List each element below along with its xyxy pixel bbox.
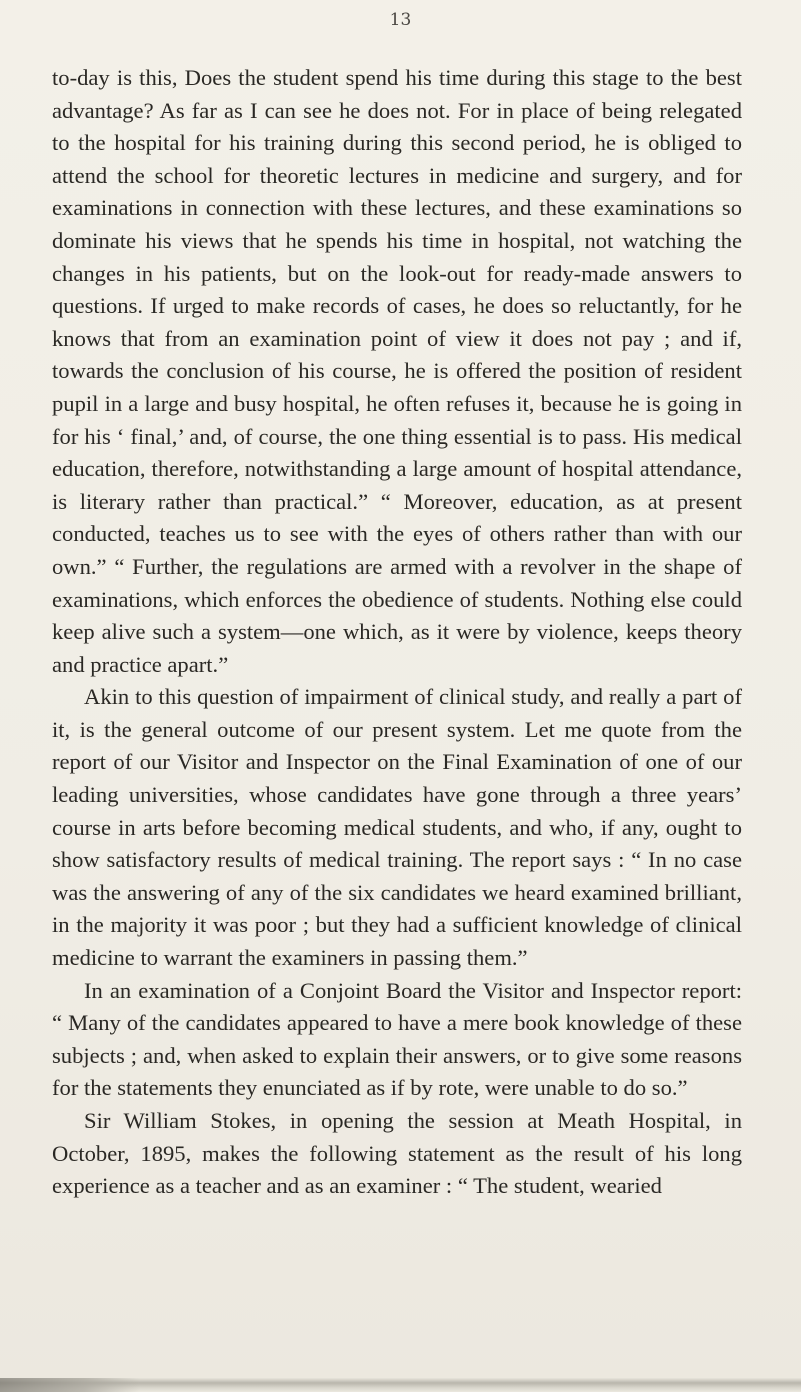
page-number: 13 bbox=[389, 10, 412, 30]
paragraph-4: Sir William Stokes, in opening the session at Meath Hospital, in October, 1895, makes the following statement as the result of his long experience as a teacher and as an examiner : “ The student, wearied bbox=[52, 1108, 742, 1199]
paragraph-3: In an examination of a Conjoint Board the Visitor and Inspector report: “ Many of the candidates appeared to have a mere book knowledge of these subjects ; and, when asked to explain their answers, or to give some reasons for the statements they enunciated as if by rote, were unable to do so.” bbox=[52, 977, 742, 1101]
body-text bbox=[52, 62, 742, 1203]
paragraph-2: Akin to this question of impairment of clinical study, and really a part of it, is the general outcome of our present system. Let me quote from the report of our Visitor and Inspector on the Final Examination of one of our leading universities, whose candidates have gone through a three years’ course in arts before becoming medical students, and who, if any, ought to show satisfactory results of medical training. The report says : “ In no case was the answering of any of the six candidates we heard examined brilliant, in the majority it was poor ; but they had a sufficient knowledge of clinical medicine to warrant the examiners in passing them.” bbox=[52, 684, 742, 971]
page-bottom-shadow bbox=[0, 1378, 140, 1392]
paragraph-1: to-day is this, Does the student spend his time during this stage to the best advantage? As far as I can see he does not. For in place of being relegated to the hospital for his training during this second period, he is obliged to attend the school for theoretic lectures in medicine and surgery, and for examinations in connection with these lectures, and these examinations so dominate his views that he spends his time in hospital, not watching the changes in his patients, but on the look-out for ready-made answers to questions. If urged to make records of cases, he does so reluctantly, for he knows that from an examination point of view it does not pay ; and if, towards the conclusion of his course, he is offered the position of resident pupil in a large and busy hospital, he often refuses it, because he is going in for his ‘ final,’ and, of course, the one thing essential is to pass. His medical education, therefore, notwithstanding a large amount of hospital attendance, is literary rather than practical.” “ Moreover, education, as at present conducted, teaches us to see with the eyes of others rather than with our own.” “ Further, the regulations are armed with a revolver in the shape of examinations, which enforces the obedience of students. Nothing else could keep alive such a system—one which, as it were by violence, keeps theory and practice apart.” bbox=[52, 65, 742, 677]
